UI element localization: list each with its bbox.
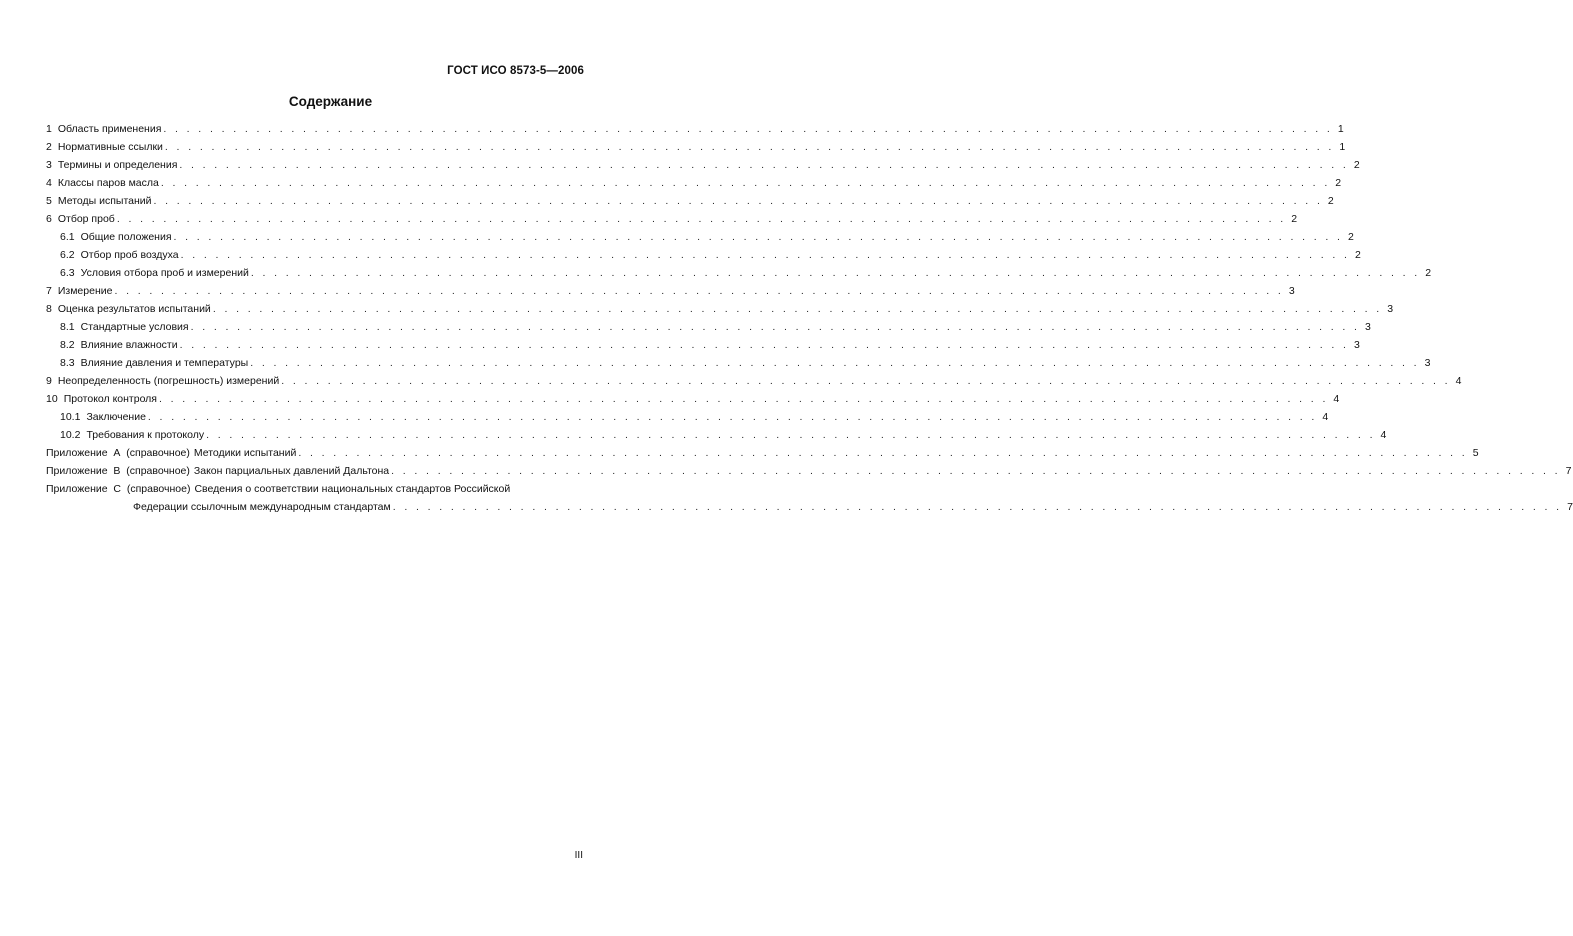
toc-number: 8 xyxy=(46,303,52,315)
toc-number: 3 xyxy=(46,159,52,171)
toc-title-text: Отбор проб xyxy=(57,213,115,225)
toc-entry-3[interactable] xyxy=(46,156,1360,174)
toc-leader: . . . . . . . . . . . . . . . . . . . . . . . . . . . . . . . . . . . . . . . . . . . . . . . . . . . . . . . . . . . . . . . . . . . . . . . . . . . . . . . . . . . . . . . . . . . . . . . . . . . . . xyxy=(392,501,1562,513)
table-of-contents xyxy=(46,120,1573,516)
toc-page: 2 xyxy=(1347,231,1354,243)
toc-entry-8-2[interactable] xyxy=(46,336,1360,354)
toc-entry-5[interactable] xyxy=(46,192,1334,210)
toc-number: 5 xyxy=(46,195,52,207)
toc-page: 2 xyxy=(1335,177,1342,189)
toc-page: 7 xyxy=(1567,501,1573,513)
toc-leader: . . . . . . . . . . . . . . . . . . . . . . . . . . . . . . . . . . . . . . . . . . . . . . . . . . . . . . . . . . . . . . . . . . . . . . . . . . . . . . . . . . . . . . . . . . . . . . . . . . . . . xyxy=(179,159,1349,171)
toc-entry-6-1[interactable] xyxy=(46,228,1354,246)
toc-number: 6.1 xyxy=(60,231,75,243)
toc-number: 4 xyxy=(46,177,52,189)
toc-title-text: Область применения xyxy=(57,123,162,135)
toc-entry-appendix-a[interactable] xyxy=(46,444,1479,462)
toc-title-text: Влияние влажности xyxy=(80,339,178,351)
toc-entry-8[interactable] xyxy=(46,300,1394,318)
toc-entry-10[interactable] xyxy=(46,390,1340,408)
toc-page: 2 xyxy=(1355,249,1361,261)
toc-page: 4 xyxy=(1333,393,1340,405)
toc-number: 2 xyxy=(46,141,52,153)
toc-number: 7 xyxy=(46,285,52,297)
toc-entry-8-1[interactable] xyxy=(46,318,1371,336)
toc-title-text: Методики испытаний xyxy=(193,447,297,459)
toc-leader: . . . . . . . . . . . . . . . . . . . . . . . . . . . . . . . . . . . . . . . . . . . . . . . . . . . . . . . . . . . . . . . . . . . . . . . . . . . . . . . . . . . . . . . . . . . . . . . . . . . . . xyxy=(114,285,1284,297)
toc-number: 9 xyxy=(46,375,52,387)
toc-leader: . . . . . . . . . . . . . . . . . . . . . . . . . . . . . . . . . . . . . . . . . . . . . . . . . . . . . . . . . . . . . . . . . . . . . . . . . . . . . . . . . . . . . . . . . . . . . . . . . . . . . xyxy=(281,375,1451,387)
toc-leader: . . . . . . . . . . . . . . . . . . . . . . . . . . . . . . . . . . . . . . . . . . . . . . . . . . . . . . . . . . . . . . . . . . . . . . . . . . . . . . . . . . . . . . . . . . . . . . . . . . . . . xyxy=(153,195,1323,207)
toc-page: 2 xyxy=(1327,195,1334,207)
toc-leader: . . . . . . . . . . . . . . . . . . . . . . . . . . . . . . . . . . . . . . . . . . . . . . . . . . . . . . . . . . . . . . . . . . . . . . . . . . . . . . . . . . . . . . . . . . . . . . . . . . . . . xyxy=(179,339,1349,351)
toc-leader: . . . . . . . . . . . . . . . . . . . . . . . . . . . . . . . . . . . . . . . . . . . . . . . . . . . . . . . . . . . . . . . . . . . . . . . . . . . . . . . . . . . . . . . . . . . . . . . . . . . . . xyxy=(173,231,1343,243)
toc-leader: . . . . . . . . . . . . . . . . . . . . . . . . . . . . . . . . . . . . . . . . . . . . . . . . . . . . . . . . . . . . . . . . . . . . . . . . . . . . . . . . . . . . . . . . . . . . . . . . . . . . . xyxy=(250,357,1420,369)
toc-title-text: Федерации ссылочным международным стандартам xyxy=(133,501,391,513)
toc-entry-8-3[interactable] xyxy=(46,354,1431,372)
toc-entry-6-2[interactable] xyxy=(46,246,1361,264)
toc-leader: . . . . . . . . . . . . . . . . . . . . . . . . . . . . . . . . . . . . . . . . . . . . . . . . . . . . . . . . . . . . . . . . . . . . . . . . . . . . . . . . . . . . . . . . . . . . . . . . . . . . . xyxy=(164,141,1335,153)
toc-title-text: Стандартные условия xyxy=(80,321,189,333)
toc-leader: . . . . . . . . . . . . . . . . . . . . . . . . . . . . . . . . . . . . . . . . . . . . . . . . . . . . . . . . . . . . . . . . . . . . . . . . . . . . . . . . . . . . . . . . . . . . . . . . . . . . . xyxy=(180,249,1350,261)
toc-title-text: Термины и определения xyxy=(57,159,178,171)
toc-page: 3 xyxy=(1424,357,1431,369)
toc-leader: . . . . . . . . . . . . . . . . . . . . . . . . . . . . . . . . . . . . . . . . . . . . . . . . . . . . . . . . . . . . . . . . . . . . . . . . . . . . . . . . . . . . . . . . . . . . . . . . . . . . . xyxy=(147,411,1318,423)
toc-entry-appendix-c-continued[interactable] xyxy=(46,498,1573,516)
toc-title-text: Сведения о соответствии национальных стандартов Российской xyxy=(194,483,511,495)
toc-leader: . . . . . . . . . . . . . . . . . . . . . . . . . . . . . . . . . . . . . . . . . . . . . . . . . . . . . . . . . . . . . . . . . . . . . . . . . . . . . . . . . . . . . . . . . . . . . . . . . . . . . xyxy=(206,429,1376,441)
toc-title-text: Нормативные ссылки xyxy=(57,141,163,153)
toc-page: 4 xyxy=(1322,411,1329,423)
toc-entry-10-1[interactable] xyxy=(46,408,1329,426)
toc-number: 1 xyxy=(46,123,52,135)
toc-number: 6 xyxy=(46,213,52,225)
toc-title-text: Условия отбора проб и измерений xyxy=(80,267,249,279)
toc-title-text: Протокол контроля xyxy=(63,393,157,405)
toc-number: 6.3 xyxy=(60,267,75,279)
toc-leader: . . . . . . . . . . . . . . . . . . . . . . . . . . . . . . . . . . . . . . . . . . . . . . . . . . . . . . . . . . . . . . . . . . . . . . . . . . . . . . . . . . . . . . . . . . . . . . . . . . . . . xyxy=(160,177,1331,189)
toc-number: 10.1 xyxy=(60,411,81,423)
toc-entry-6-3[interactable] xyxy=(46,264,1432,282)
toc-number: Приложение С (справочное) xyxy=(46,483,191,495)
toc-entry-6[interactable] xyxy=(46,210,1298,228)
toc-leader: . . . . . . . . . . . . . . . . . . . . . . . . . . . . . . . . . . . . . . . . . . . . . . . . . . . . . . . . . . . . . . . . . . . . . . . . . . . . . . . . . . . . . . . . . . . . . . . . . . . . . xyxy=(190,321,1360,333)
toc-page: 7 xyxy=(1565,465,1572,477)
toc-title-text: Измерение xyxy=(57,285,113,297)
toc-title-text: Отбор проб воздуха xyxy=(80,249,179,261)
toc-title-text: Неопределенность (погрешность) измерений xyxy=(57,375,280,387)
toc-leader: . . . . . . . . . . . . . . . . . . . . . . . . . . . . . . . . . . . . . . . . . . . . . . . . . . . . . . . . . . . . . . . . . . . . . . . . . . . . . . . . . . . . . . . . . . . . . . . . . . . . . xyxy=(298,447,1468,459)
toc-number: 8.1 xyxy=(60,321,75,333)
toc-number: 8.2 xyxy=(60,339,75,351)
toc-page: 2 xyxy=(1291,213,1298,225)
toc-entry-7[interactable] xyxy=(46,282,1295,300)
toc-leader: . . . . . . . . . . . . . . . . . . . . . . . . . . . . . . . . . . . . . . . . . . . . . . . . . . . . . . . . . . . . . . . . . . . . . . . . . . . . . . . . . . . . . . . . . . . . . . . . . . . . . xyxy=(250,267,1421,279)
toc-title-text: Требования к протоколу xyxy=(86,429,205,441)
toc-number: 10.2 xyxy=(60,429,81,441)
toc-entry-1[interactable] xyxy=(46,120,1344,138)
toc-title-text: Оценка результатов испытаний xyxy=(57,303,211,315)
toc-entry-10-2[interactable] xyxy=(46,426,1387,444)
toc-entry-appendix-c[interactable] xyxy=(46,480,583,498)
toc-leader: . . . . . . . . . . . . . . . . . . . . . . . . . . . . . . . . . . . . . . . . . . . . . . . . . . . . . . . . . . . . . . . . . . . . . . . . . . . . . . . . . . . . . . . . . . . . . . . . . . . . . xyxy=(159,393,1329,405)
toc-page: 1 xyxy=(1337,123,1344,135)
toc-title-text: Заключение xyxy=(86,411,146,423)
toc-entry-appendix-b[interactable] xyxy=(46,462,1572,480)
toc-page: 3 xyxy=(1354,339,1360,351)
toc-leader: . . . . . . . . . . . . . . . . . . . . . . . . . . . . . . . . . . . . . . . . . . . . . . . . . . . . . . . . . . . . . . . . . . . . . . . . . . . . . . . . . . . . . . . . . . . . . . . . . . . . . xyxy=(212,303,1383,315)
toc-page: 2 xyxy=(1425,267,1432,279)
toc-title-text: Классы паров масла xyxy=(57,177,159,189)
toc-title: Содержание xyxy=(288,94,373,109)
toc-page: 4 xyxy=(1455,375,1462,387)
toc-number: Приложение А (справочное) xyxy=(46,447,190,459)
toc-page: 2 xyxy=(1353,159,1360,171)
toc-number: Приложение В (справочное) xyxy=(46,465,190,477)
standard-code: ГОСТ ИСО 8573-5—2006 xyxy=(447,65,584,77)
toc-title-text: Методы испытаний xyxy=(57,195,152,207)
page-number: III xyxy=(574,850,583,861)
toc-page: 3 xyxy=(1365,321,1371,333)
toc-leader: . . . . . . . . . . . . . . . . . . . . . . . . . . . . . . . . . . . . . . . . . . . . . . . . . . . . . . . . . . . . . . . . . . . . . . . . . . . . . . . . . . . . . . . . . . . . . . . . . . . . . xyxy=(391,465,1561,477)
toc-entry-2[interactable] xyxy=(46,138,1346,156)
toc-page: 1 xyxy=(1339,141,1346,153)
toc-entry-9[interactable] xyxy=(46,372,1462,390)
toc-leader: . . . . . . . . . . . . . . . . . . . . . . . . . . . . . . . . . . . . . . . . . . . . . . . . . . . . . . . . . . . . . . . . . . . . . . . . . . . . . . . . . . . . . . . . . . . . . . . . . . . . . xyxy=(163,123,1333,135)
toc-number: 6.2 xyxy=(60,249,75,261)
toc-page: 3 xyxy=(1387,303,1394,315)
toc-page: 4 xyxy=(1380,429,1387,441)
toc-leader: . . . . . . . . . . . . . . . . . . . . . . . . . . . . . . . . . . . . . . . . . . . . . . . . . . . . . . . . . . . . . . . . . . . . . . . . . . . . . . . . . . . . . . . . . . . . . . . . . . . . . xyxy=(116,213,1287,225)
toc-number: 8.3 xyxy=(60,357,75,369)
toc-page: 3 xyxy=(1288,285,1295,297)
toc-title-text: Общие положения xyxy=(80,231,172,243)
toc-title-text: Закон парциальных давлений Дальтона xyxy=(193,465,390,477)
toc-entry-4[interactable] xyxy=(46,174,1342,192)
toc-title-text: Влияние давления и температуры xyxy=(80,357,249,369)
toc-number: 10 xyxy=(46,393,58,405)
toc-page: 5 xyxy=(1472,447,1479,459)
